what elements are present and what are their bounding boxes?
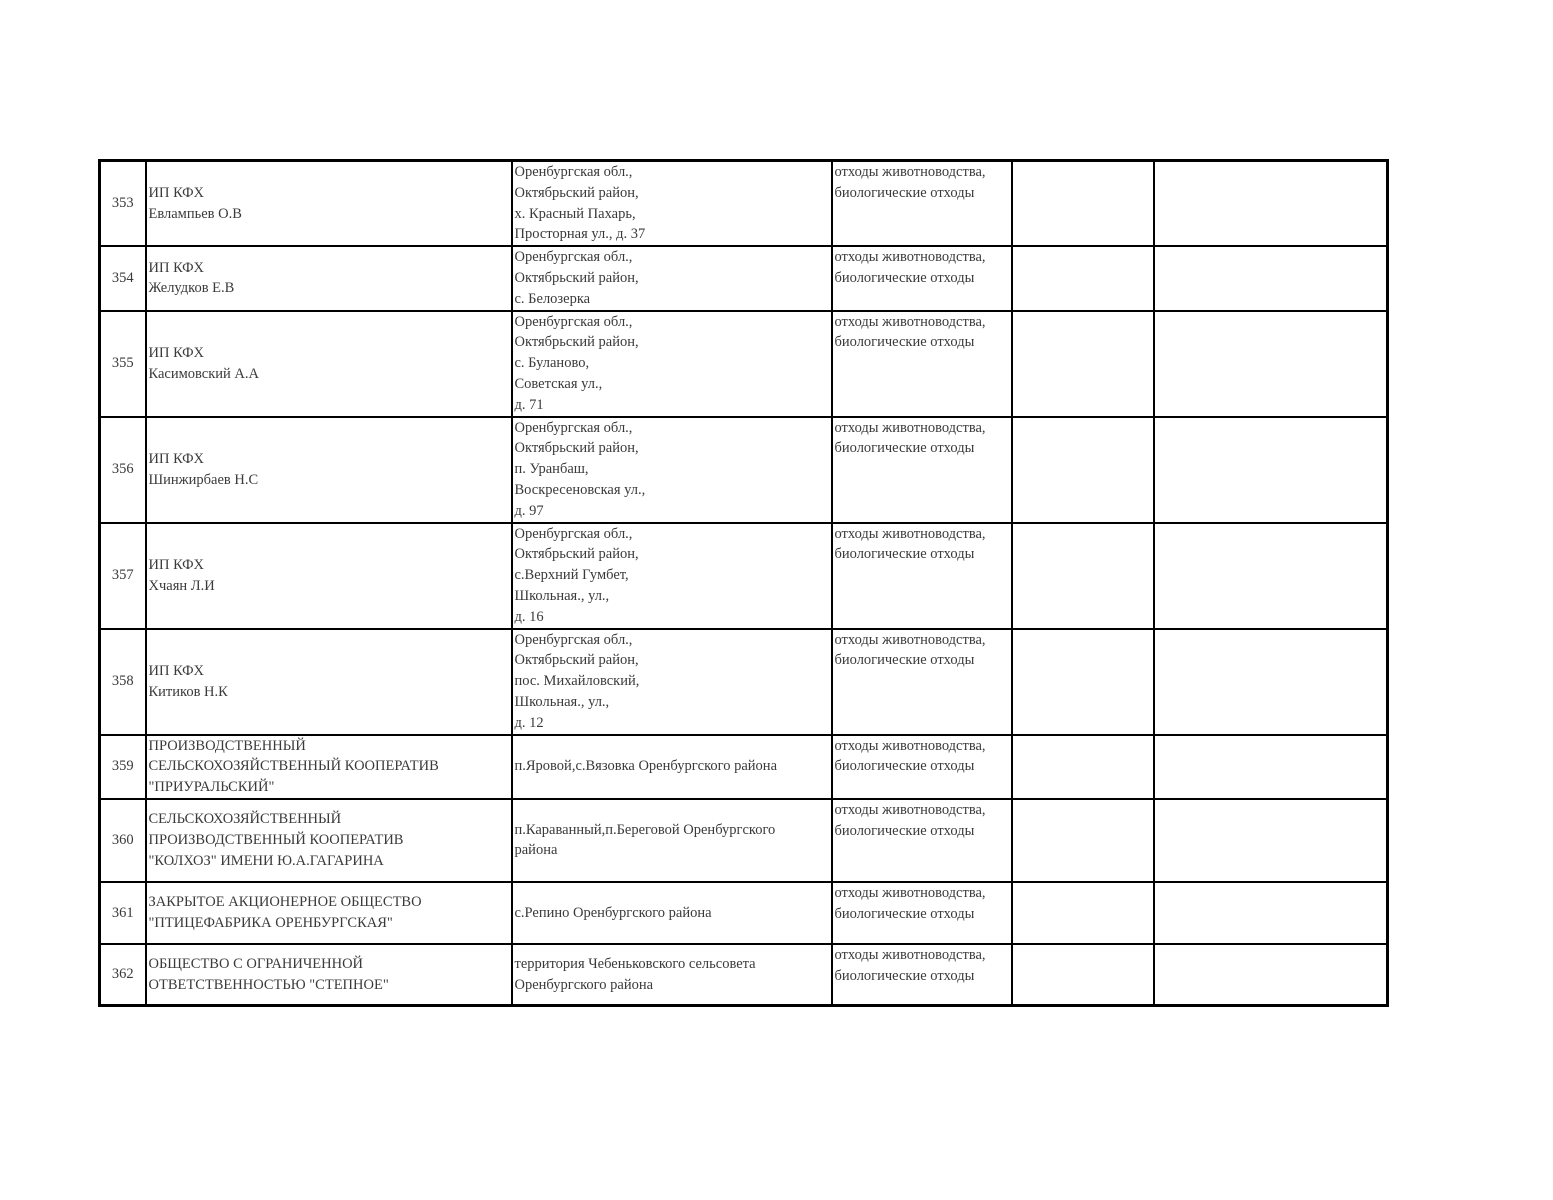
waste-type: отходы животноводства, биологические отходы bbox=[832, 882, 1012, 944]
waste-type: отходы животноводства, биологические отходы bbox=[832, 629, 1012, 735]
organization-name: ИП КФХ Шинжирбаев Н.С bbox=[146, 417, 512, 523]
table-row bbox=[100, 417, 1388, 523]
organization-address: Оренбургская обл., Октябрьский район, пос. Михайловский, Школьная., ул., д. 12 bbox=[512, 629, 832, 735]
empty-cell bbox=[1012, 735, 1154, 799]
empty-cell bbox=[1012, 882, 1154, 944]
organization-address: п.Караванный,п.Береговой Оренбургского района bbox=[512, 799, 832, 882]
table-row bbox=[100, 799, 1388, 882]
organization-address: с.Репино Оренбургского района bbox=[512, 882, 832, 944]
empty-cell bbox=[1154, 417, 1388, 523]
empty-cell bbox=[1154, 944, 1388, 1006]
row-number: 359 bbox=[100, 735, 146, 799]
empty-cell bbox=[1012, 944, 1154, 1006]
organization-address: Оренбургская обл., Октябрьский район, с. Буланово, Советская ул., д. 71 bbox=[512, 311, 832, 417]
waste-type: отходы животноводства, биологические отходы bbox=[832, 417, 1012, 523]
row-number: 353 bbox=[100, 161, 146, 247]
table-row bbox=[100, 735, 1388, 799]
waste-type: отходы животноводства, биологические отходы bbox=[832, 799, 1012, 882]
table-row bbox=[100, 161, 1388, 247]
row-number: 356 bbox=[100, 417, 146, 523]
row-number: 361 bbox=[100, 882, 146, 944]
empty-cell bbox=[1012, 417, 1154, 523]
empty-cell bbox=[1154, 246, 1388, 310]
table-row bbox=[100, 523, 1388, 629]
organization-address: Оренбургская обл., Октябрьский район, х. Красный Пахарь, Просторная ул., д. 37 bbox=[512, 161, 832, 247]
empty-cell bbox=[1012, 311, 1154, 417]
organization-name: ИП КФХ Касимовский А.А bbox=[146, 311, 512, 417]
row-number: 362 bbox=[100, 944, 146, 1006]
organization-name: ИП КФХ Китиков Н.К bbox=[146, 629, 512, 735]
empty-cell bbox=[1154, 799, 1388, 882]
organization-name: ИП КФХ Желудков Е.В bbox=[146, 246, 512, 310]
organization-address: Оренбургская обл., Октябрьский район, п. Уранбаш, Воскресеновская ул., д. 97 bbox=[512, 417, 832, 523]
organization-name: ЗАКРЫТОЕ АКЦИОНЕРНОЕ ОБЩЕСТВО "ПТИЦЕФАБРИКА ОРЕНБУРГСКАЯ" bbox=[146, 882, 512, 944]
organization-address: территория Чебеньковского сельсовета Оренбургского района bbox=[512, 944, 832, 1006]
table-body bbox=[100, 161, 1388, 1006]
waste-type: отходы животноводства, биологические отходы bbox=[832, 161, 1012, 247]
empty-cell bbox=[1154, 311, 1388, 417]
organization-name: СЕЛЬСКОХОЗЯЙСТВЕННЫЙ ПРОИЗВОДСТВЕННЫЙ КООПЕРАТИВ "КОЛХОЗ" ИМЕНИ Ю.А.ГАГАРИНА bbox=[146, 799, 512, 882]
waste-type: отходы животноводства, биологические отходы bbox=[832, 944, 1012, 1006]
organization-name: ОБЩЕСТВО С ОГРАНИЧЕННОЙ ОТВЕТСТВЕННОСТЬЮ "СТЕПНОЕ" bbox=[146, 944, 512, 1006]
row-number: 360 bbox=[100, 799, 146, 882]
empty-cell bbox=[1012, 799, 1154, 882]
waste-type: отходы животноводства, биологические отходы bbox=[832, 735, 1012, 799]
empty-cell bbox=[1154, 735, 1388, 799]
organization-name: ИП КФХ Хчаян Л.И bbox=[146, 523, 512, 629]
row-number: 355 bbox=[100, 311, 146, 417]
table-row bbox=[100, 629, 1388, 735]
registry-table bbox=[98, 159, 1389, 1007]
organization-name: ИП КФХ Евлампьев О.В bbox=[146, 161, 512, 247]
waste-type: отходы животноводства, биологические отходы bbox=[832, 523, 1012, 629]
row-number: 354 bbox=[100, 246, 146, 310]
empty-cell bbox=[1154, 523, 1388, 629]
organization-address: Оренбургская обл., Октябрьский район, с.Верхний Гумбет, Школьная., ул., д. 16 bbox=[512, 523, 832, 629]
empty-cell bbox=[1012, 629, 1154, 735]
waste-type: отходы животноводства, биологические отходы bbox=[832, 246, 1012, 310]
empty-cell bbox=[1012, 523, 1154, 629]
empty-cell bbox=[1154, 882, 1388, 944]
organization-name: ПРОИЗВОДСТВЕННЫЙ СЕЛЬСКОХОЗЯЙСТВЕННЫЙ КООПЕРАТИВ "ПРИУРАЛЬСКИЙ" bbox=[146, 735, 512, 799]
organization-address: Оренбургская обл., Октябрьский район, с. Белозерка bbox=[512, 246, 832, 310]
waste-type: отходы животноводства, биологические отходы bbox=[832, 311, 1012, 417]
empty-cell bbox=[1012, 161, 1154, 247]
row-number: 357 bbox=[100, 523, 146, 629]
empty-cell bbox=[1154, 629, 1388, 735]
organization-address: п.Яровой,с.Вязовка Оренбургского района bbox=[512, 735, 832, 799]
table-row bbox=[100, 246, 1388, 310]
row-number: 358 bbox=[100, 629, 146, 735]
table-row bbox=[100, 944, 1388, 1006]
empty-cell bbox=[1154, 161, 1388, 247]
empty-cell bbox=[1012, 246, 1154, 310]
table-row bbox=[100, 882, 1388, 944]
table-row bbox=[100, 311, 1388, 417]
